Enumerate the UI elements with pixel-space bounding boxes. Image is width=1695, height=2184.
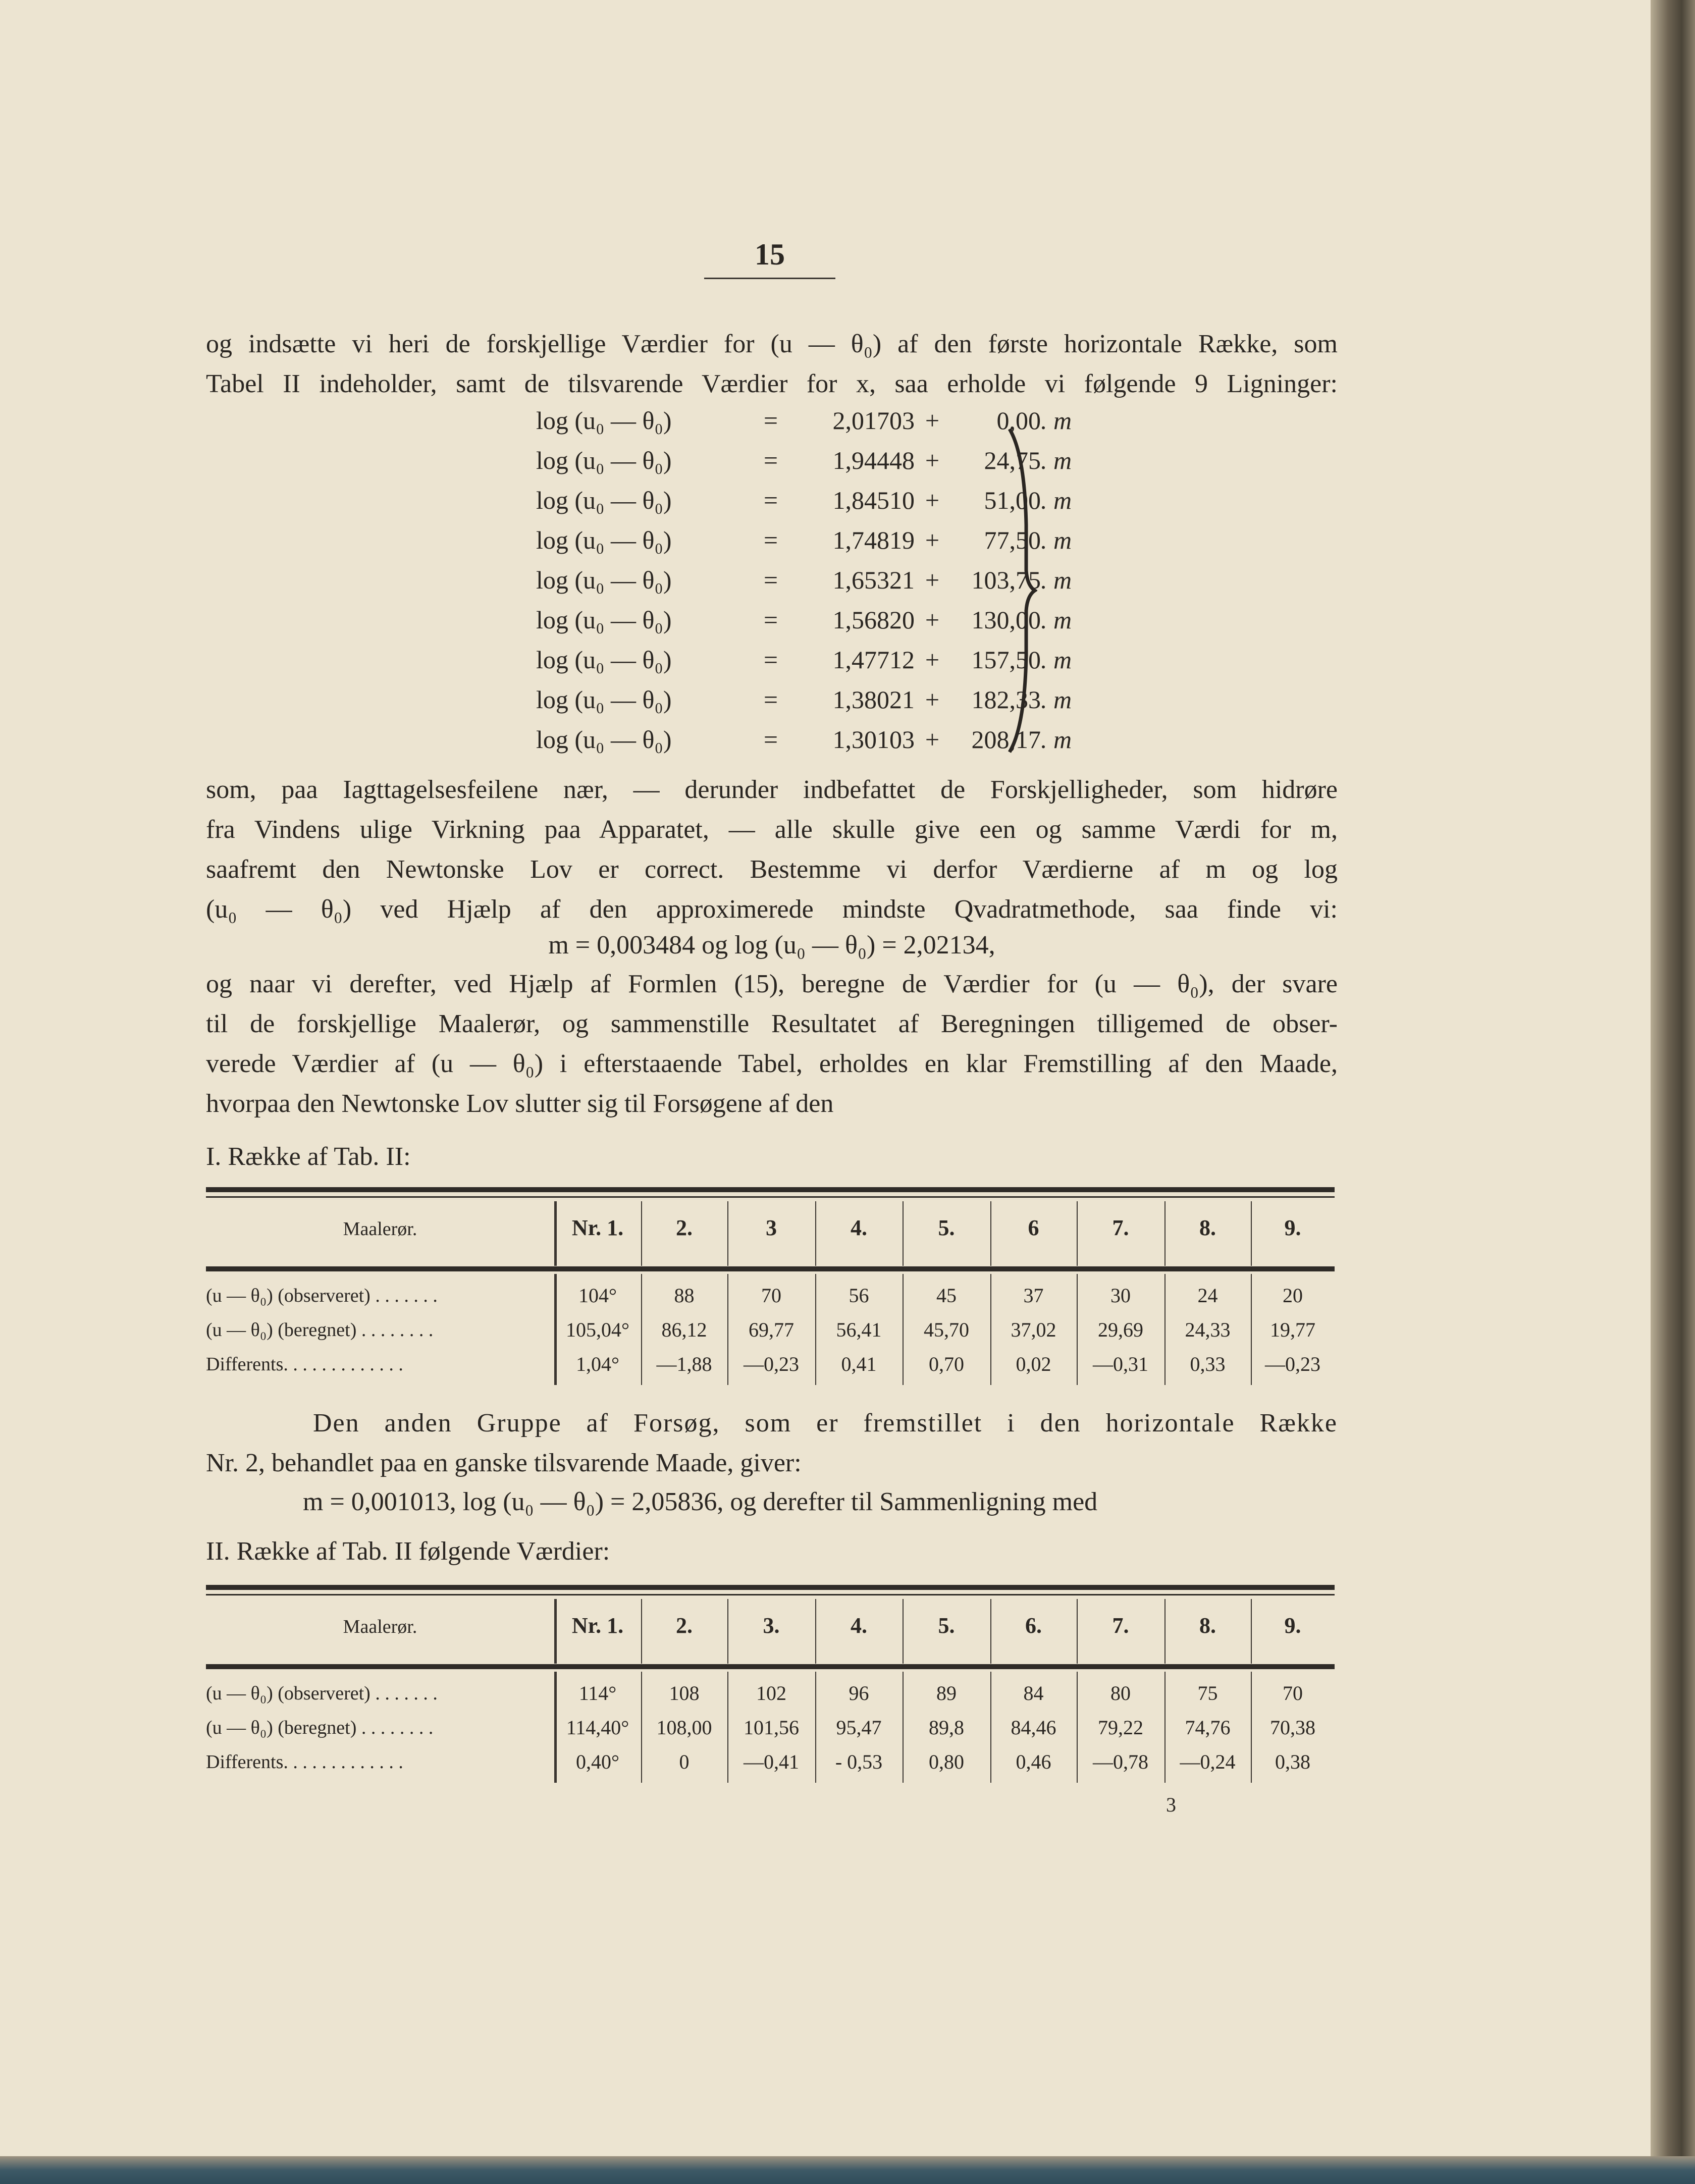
table-cell: 84,46 — [1011, 1716, 1056, 1739]
equation-plus: + — [925, 486, 940, 514]
column-header: 6 — [1028, 1215, 1039, 1240]
result-equation-2: m = 0,001013, log (u₀ — θ₀) = 2,05836, og derefter til Sammenligning med — [303, 1487, 1098, 1516]
equation-plus: + — [925, 606, 940, 634]
equation-plus: + — [925, 566, 940, 594]
table-rule — [206, 1187, 1335, 1192]
equation-eq: = — [763, 526, 778, 554]
table-cell: 89,8 — [929, 1716, 964, 1739]
table-cell: —0,23 — [744, 1353, 799, 1375]
table-cell: 56,41 — [836, 1318, 882, 1341]
equation-var: . m — [1041, 685, 1072, 714]
paragraph-line: og naar vi derefter, ved Hjælp af Formlen (15), beregne de Værdier for (u — θ₀), der svare — [206, 970, 1338, 998]
equation-var: . m — [1041, 526, 1072, 554]
equation-row — [536, 405, 1076, 436]
table-cell: 101,56 — [744, 1716, 799, 1739]
column-header: 7. — [1112, 1613, 1129, 1638]
paragraph-line: saafremt den Newtonske Lov er correct. Bestemme vi derfor Værdierne af m og log — [206, 855, 1338, 884]
equation-row — [536, 724, 1076, 755]
table-cell: 24 — [1197, 1284, 1218, 1307]
row-label: (u — θ₀) (observeret) . . . . . . . — [206, 1683, 438, 1704]
table-cell: 0,40° — [576, 1750, 619, 1773]
table-cell: 104° — [578, 1284, 617, 1307]
equation-lhs: log (u₀ — θ₀) — [536, 446, 672, 474]
equation-lhs: log (u₀ — θ₀) — [536, 526, 672, 554]
equation-eq: = — [763, 646, 778, 674]
table-cell: —0,41 — [744, 1750, 799, 1773]
table-cell: 0,46 — [1016, 1750, 1051, 1773]
equation-var: . m — [1041, 566, 1072, 594]
row-label: Differents. . . . . . . . . . . . . — [206, 1354, 403, 1375]
paragraph-line: til de forskjellige Maalerør, og sammenstille Resultatet af Beregningen tilligemed de obser- — [206, 1009, 1338, 1038]
table-cell: 45,70 — [924, 1318, 969, 1341]
column-header: Nr. 1. — [571, 1613, 624, 1638]
table-cell: 108 — [669, 1682, 700, 1704]
table-cell: 70 — [761, 1284, 781, 1307]
equation-coef: 130,00 — [971, 606, 1041, 634]
equation-coef: 157,50 — [971, 646, 1041, 674]
equation-const: 1,47712 — [832, 646, 915, 674]
table-cell: 70 — [1283, 1682, 1303, 1704]
equation-plus: + — [925, 526, 940, 554]
equation-eq: = — [763, 446, 778, 474]
column-header: 8. — [1199, 1215, 1216, 1240]
column-header: 3 — [766, 1215, 777, 1240]
row-label: (u — θ₀) (beregnet) . . . . . . . . — [206, 1319, 434, 1341]
paragraph-line: (u₀ — θ₀) ved Hjælp af den approximerede mindste Qvadratmethode, saa finde vi: — [206, 895, 1338, 924]
table-cell: —0,31 — [1093, 1353, 1148, 1375]
equation-const: 2,01703 — [832, 406, 915, 435]
table-cell: —0,24 — [1180, 1750, 1236, 1773]
table-cell: 84 — [1023, 1682, 1044, 1704]
table-2 — [206, 1585, 1335, 1787]
equation-var: . m — [1041, 486, 1072, 514]
equation-lhs: log (u₀ — θ₀) — [536, 486, 672, 514]
equation-const: 1,74819 — [832, 526, 915, 554]
column-header: 7. — [1112, 1215, 1129, 1240]
table-cell: 29,69 — [1098, 1318, 1143, 1341]
equation-lhs: log (u₀ — θ₀) — [536, 566, 672, 594]
table-cell: 88 — [674, 1284, 695, 1307]
column-header: Nr. 1. — [571, 1215, 624, 1240]
table-cell: 20 — [1283, 1284, 1303, 1307]
equation-plus: + — [925, 685, 940, 714]
equation-eq: = — [763, 725, 778, 754]
table-cell: 108,00 — [656, 1716, 712, 1739]
table-cell: 37,02 — [1011, 1318, 1056, 1341]
equation-const: 1,65321 — [832, 566, 915, 594]
equation-coef: 103,75 — [971, 566, 1041, 594]
equation-row — [536, 565, 1076, 595]
equation-lhs: log (u₀ — θ₀) — [536, 725, 672, 754]
equation-var: . m — [1041, 406, 1072, 435]
table2-caption: II. Række af Tab. II følgende Værdier: — [206, 1537, 610, 1566]
equation-const: 1,30103 — [832, 725, 915, 754]
equation-var: . m — [1041, 606, 1072, 634]
equation-row — [536, 525, 1076, 555]
equation-coef: 182,33 — [971, 685, 1041, 714]
equation-row — [536, 445, 1076, 475]
column-header: 5. — [938, 1215, 955, 1240]
equation-row — [536, 684, 1076, 715]
equation-plus: + — [925, 446, 940, 474]
column-header: 4. — [851, 1215, 867, 1240]
bottom-edge — [0, 2156, 1695, 2184]
equation-eq: = — [763, 685, 778, 714]
header-label: Maalerør. — [343, 1616, 417, 1637]
equation-eq: = — [763, 606, 778, 634]
table-cell: 24,33 — [1185, 1318, 1231, 1341]
column-header: 6. — [1025, 1613, 1042, 1638]
table-cell: 74,76 — [1185, 1716, 1231, 1739]
column-header: 2. — [676, 1215, 693, 1240]
table-rule — [206, 1196, 1335, 1198]
table-cell: 0,41 — [841, 1353, 877, 1375]
paragraph-line: Nr. 2, behandlet paa en ganske tilsvarende Maade, giver: — [206, 1449, 802, 1477]
equation-plus: + — [925, 725, 940, 754]
table-cell: 114° — [578, 1682, 617, 1704]
intro-line: Tabel II indeholder, samt de tilsvarende Værdier for x, saa erholde vi følgende 9 Ligninger: — [206, 369, 1338, 398]
table-cell: 0,80 — [929, 1750, 964, 1773]
equation-coef: 0,00 — [996, 406, 1041, 435]
table-rule — [206, 1594, 1335, 1595]
table-rule — [206, 1585, 1335, 1590]
table-cell: 0,33 — [1190, 1353, 1226, 1375]
table-cell: 19,77 — [1270, 1318, 1315, 1341]
equation-var: . m — [1041, 646, 1072, 674]
column-header: 3. — [763, 1613, 780, 1638]
paragraph-line: hvorpaa den Newtonske Lov slutter sig til Forsøgene af den — [206, 1089, 834, 1118]
column-header: 2. — [676, 1613, 693, 1638]
table-cell: 102 — [756, 1682, 786, 1704]
table-cell: 79,22 — [1098, 1716, 1143, 1739]
table-cell: 1,04° — [576, 1353, 619, 1375]
table-cell: 37 — [1023, 1284, 1044, 1307]
table-cell: 56 — [849, 1284, 869, 1307]
equation-coef: 77,50 — [984, 526, 1041, 554]
result-equation-1: m = 0,003484 og log (u₀ — θ₀) = 2,02134, — [548, 931, 995, 960]
paragraph-line: fra Vindens ulige Virkning paa Apparatet, — alle skulle give een og samme Værdi for m, — [206, 815, 1338, 844]
equation-lhs: log (u₀ — θ₀) — [536, 646, 672, 674]
table-cell: 80 — [1110, 1682, 1131, 1704]
equation-row — [536, 605, 1076, 635]
column-header: 9. — [1284, 1215, 1301, 1240]
paragraph-line: Den anden Gruppe af Forsøg, som er fremstillet i den horizontale Række — [313, 1409, 1338, 1437]
table-rule — [206, 1266, 1335, 1271]
equation-row — [536, 645, 1076, 675]
table-cell: 75 — [1197, 1682, 1218, 1704]
page-number: 15 — [755, 238, 785, 271]
equation-const: 1,84510 — [832, 486, 915, 514]
column-header: 4. — [851, 1613, 867, 1638]
page-number-rule — [704, 278, 835, 279]
table-rule — [206, 1664, 1335, 1669]
row-label: (u — θ₀) (beregnet) . . . . . . . . — [206, 1717, 434, 1738]
signature-mark: 3 — [1166, 1793, 1176, 1816]
table1-caption: I. Række af Tab. II: — [206, 1142, 411, 1171]
book-edge — [1651, 0, 1695, 2184]
table-cell: 96 — [849, 1682, 869, 1704]
header-label: Maalerør. — [343, 1218, 417, 1240]
column-header: 9. — [1284, 1613, 1301, 1638]
equation-const: 1,38021 — [832, 685, 915, 714]
equation-coef: 24,75 — [984, 446, 1041, 474]
table-cell: 114,40° — [566, 1716, 629, 1739]
table-cell: 0,70 — [929, 1353, 964, 1375]
equation-lhs: log (u₀ — θ₀) — [536, 406, 672, 435]
intro-line: og indsætte vi heri de forskjellige Værdier for (u — θ₀) af den første horizontale Række, som — [206, 330, 1338, 358]
equation-var: . m — [1041, 725, 1072, 754]
paragraph-line: som, paa Iagttagelsesfeilene nær, — derunder indbefattet de Forskjelligheder, som hidrøre — [206, 775, 1338, 804]
table-cell: 86,12 — [661, 1318, 707, 1341]
table-cell: 30 — [1110, 1284, 1131, 1307]
equation-plus: + — [925, 646, 940, 674]
table-cell: 70,38 — [1270, 1716, 1315, 1739]
equation-const: 1,94448 — [832, 446, 915, 474]
table-cell: 0 — [679, 1750, 690, 1773]
table-cell: 0,38 — [1275, 1750, 1310, 1773]
table-cell: - 0,53 — [835, 1750, 883, 1773]
row-label: (u — θ₀) (observeret) . . . . . . . — [206, 1285, 438, 1306]
table-cell: 105,04° — [566, 1318, 629, 1341]
table-cell: 69,77 — [749, 1318, 794, 1341]
table-cell: 89 — [936, 1682, 957, 1704]
column-header: 8. — [1199, 1613, 1216, 1638]
equation-eq: = — [763, 486, 778, 514]
equation-coef: 208,17 — [971, 725, 1041, 754]
equation-const: 1,56820 — [832, 606, 915, 634]
table-1 — [206, 1187, 1335, 1389]
equation-eq: = — [763, 406, 778, 435]
table-cell: 45 — [936, 1284, 957, 1307]
table-cell: —0,23 — [1265, 1353, 1320, 1375]
equation-coef: 51,00 — [984, 486, 1041, 514]
equation-row — [536, 485, 1076, 515]
equation-var: . m — [1041, 446, 1072, 474]
equation-plus: + — [925, 406, 940, 435]
paragraph-line: verede Værdier af (u — θ₀) i efterstaaende Tabel, erholdes en klar Fremstilling af den Maade, — [206, 1049, 1338, 1078]
equation-lhs: log (u₀ — θ₀) — [536, 685, 672, 714]
row-label: Differents. . . . . . . . . . . . . — [206, 1751, 403, 1773]
column-header: 5. — [938, 1613, 955, 1638]
right-brace — [1007, 424, 1037, 757]
table-cell: 0,02 — [1016, 1353, 1051, 1375]
table-cell: —0,78 — [1093, 1750, 1148, 1773]
equation-eq: = — [763, 566, 778, 594]
equation-lhs: log (u₀ — θ₀) — [536, 606, 672, 634]
table-cell: 95,47 — [836, 1716, 882, 1739]
table-cell: —1,88 — [656, 1353, 712, 1375]
